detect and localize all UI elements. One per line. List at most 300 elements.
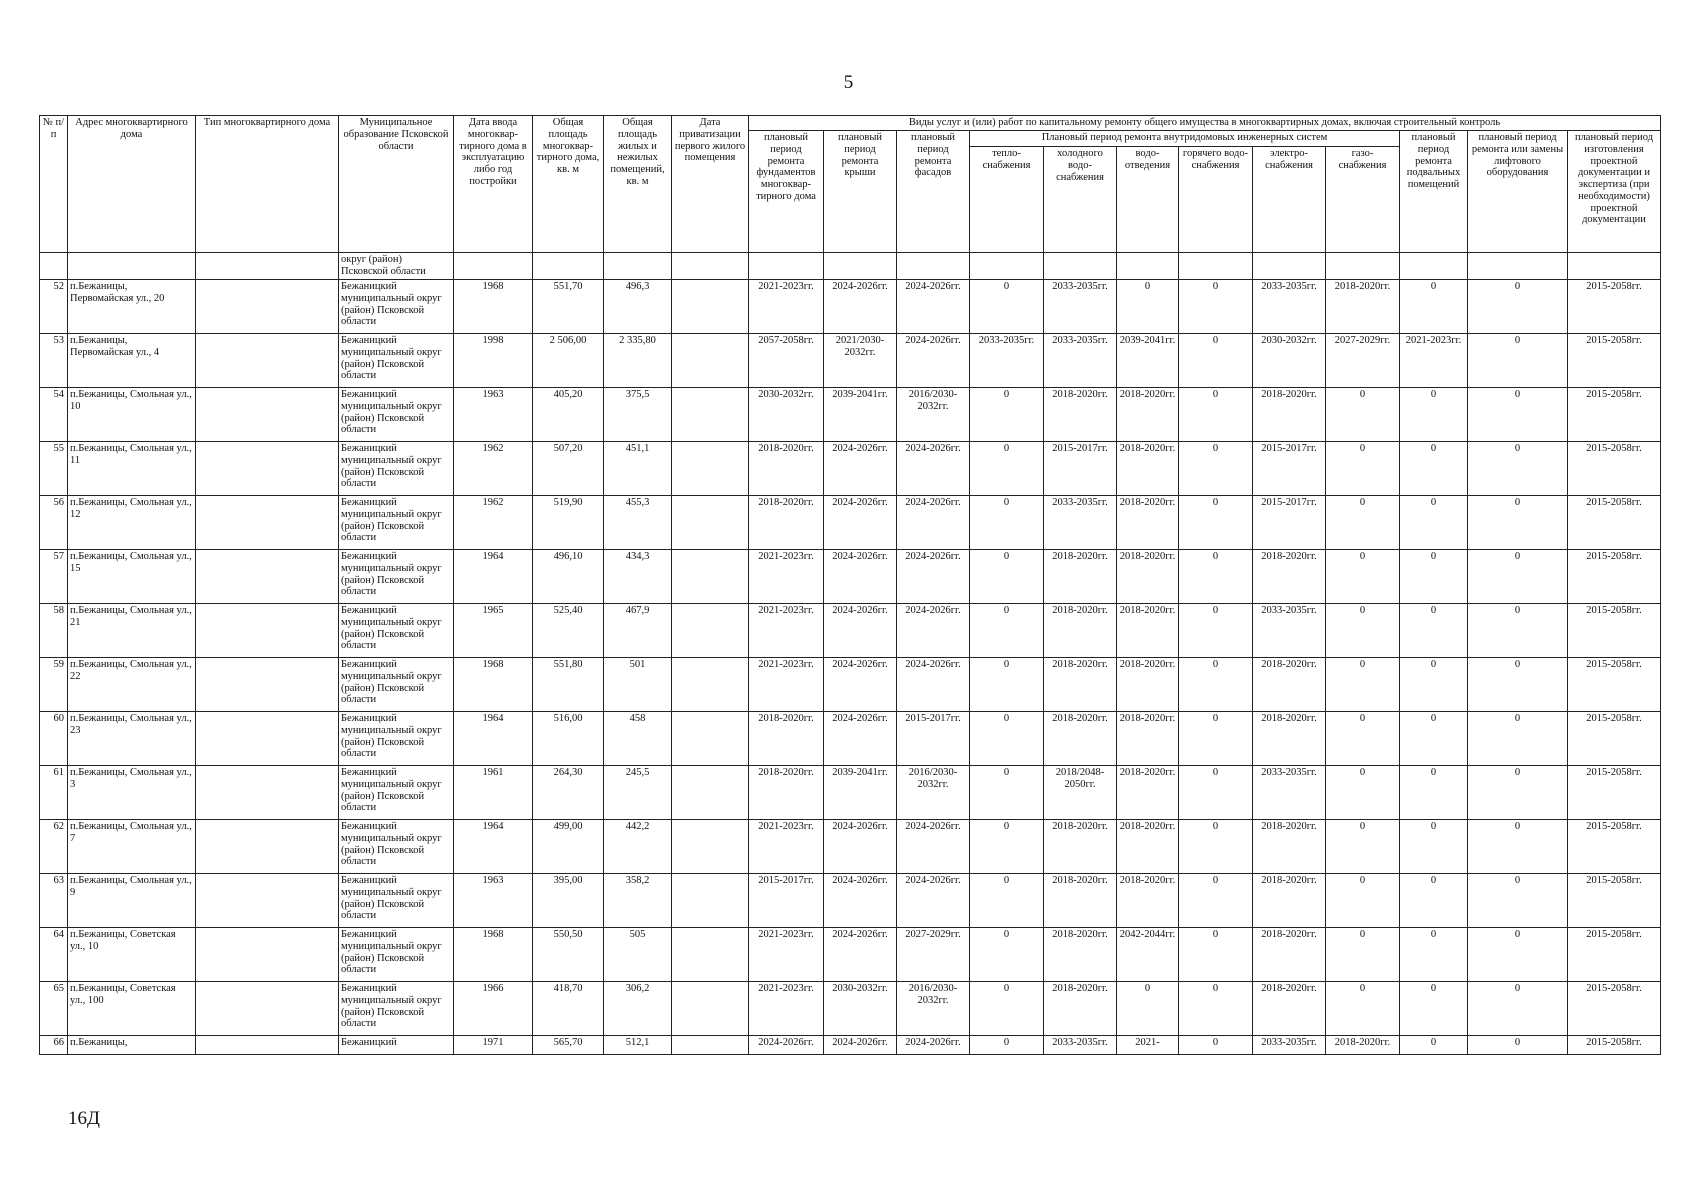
cell-roof: 2039-2041гг. xyxy=(824,766,897,820)
cell-sewerage: 2039-2041гг. xyxy=(1117,334,1179,388)
cell-privatization xyxy=(672,820,749,874)
cell-project-docs: 2015-2058гг. xyxy=(1568,928,1661,982)
cell-elevator: 0 xyxy=(1468,280,1568,334)
cell-cold-water: 2018-2020гг. xyxy=(1044,928,1117,982)
cell-facade: 2016/2030-2032гг. xyxy=(897,982,970,1036)
cell-num: 61 xyxy=(40,766,68,820)
cell-num: 54 xyxy=(40,388,68,442)
cell-privatization xyxy=(672,496,749,550)
cell-num: 63 xyxy=(40,874,68,928)
cell-hot-water: 0 xyxy=(1179,1036,1253,1055)
cell-sewerage: 2021- xyxy=(1117,1036,1179,1055)
cell-house-type xyxy=(196,712,339,766)
cell-gas: 2018-2020гг. xyxy=(1326,280,1400,334)
cell-roof: 2024-2026гг. xyxy=(824,550,897,604)
header-heating: тепло-снабжения xyxy=(970,147,1044,253)
cell-num: 52 xyxy=(40,280,68,334)
cell-electricity: 2018-2020гг. xyxy=(1253,658,1326,712)
cell-year: 1964 xyxy=(454,712,533,766)
table-row xyxy=(40,496,1661,550)
cell-gas: 0 xyxy=(1326,820,1400,874)
cell-sewerage: 2018-2020гг. xyxy=(1117,766,1179,820)
cell-year: 1965 xyxy=(454,604,533,658)
cell-cold-water: 2033-2035гг. xyxy=(1044,496,1117,550)
table-row xyxy=(40,550,1661,604)
cell-municipality: Бежаницкий муниципальный округ (район) Псковской области xyxy=(339,604,454,658)
cell-facade: 2024-2026гг. xyxy=(897,820,970,874)
cell-year: 1961 xyxy=(454,766,533,820)
cell-facade: 2024-2026гг. xyxy=(897,334,970,388)
cell-living: 375,5 xyxy=(604,388,672,442)
cell-total: 2 506,00 xyxy=(533,334,604,388)
cell-address: п.Бежаницы, Смольная ул., 15 xyxy=(68,550,196,604)
cell-foundation: 2057-2058гг. xyxy=(749,334,824,388)
cell-project-docs: 2015-2058гг. xyxy=(1568,874,1661,928)
cell-living: 358,2 xyxy=(604,874,672,928)
cell-project-docs: 2015-2058гг. xyxy=(1568,982,1661,1036)
cell-elevator: 0 xyxy=(1468,604,1568,658)
cell-year: 1966 xyxy=(454,982,533,1036)
cell-heating: 0 xyxy=(970,604,1044,658)
cell-elevator: 0 xyxy=(1468,928,1568,982)
capital-repair-table xyxy=(39,115,1661,1055)
cell-foundation: 2021-2023гг. xyxy=(749,928,824,982)
cell-total: 405,20 xyxy=(533,388,604,442)
cell-total: 551,70 xyxy=(533,280,604,334)
cell-gas: 0 xyxy=(1326,766,1400,820)
cell-roof: 2030-2032гг. xyxy=(824,982,897,1036)
cell-heating: 0 xyxy=(970,442,1044,496)
cell-basement: 0 xyxy=(1400,874,1468,928)
cell-municipality: Бежаницкий муниципальный округ (район) Псковской области xyxy=(339,334,454,388)
cell-address: п.Бежаницы, Смольная ул., 22 xyxy=(68,658,196,712)
cell-num: 55 xyxy=(40,442,68,496)
cell-living: 455,3 xyxy=(604,496,672,550)
cell-year: 1968 xyxy=(454,658,533,712)
cell-num: 56 xyxy=(40,496,68,550)
cell-address: п.Бежаницы, Смольная ул., 9 xyxy=(68,874,196,928)
cell-gas: 0 xyxy=(1326,442,1400,496)
cell-municipality: Бежаницкий муниципальный округ (район) Псковской области xyxy=(339,280,454,334)
cell-project-docs: 2015-2058гг. xyxy=(1568,388,1661,442)
cell-hot-water: 0 xyxy=(1179,712,1253,766)
cell-foundation: 2015-2017гг. xyxy=(749,874,824,928)
cell-address: п.Бежаницы, Первомайская ул., 20 xyxy=(68,280,196,334)
cell-electricity: 2033-2035гг. xyxy=(1253,604,1326,658)
cell-municipality: Бежаницкий муниципальный округ (район) Псковской области xyxy=(339,550,454,604)
cell-privatization xyxy=(672,712,749,766)
cell-elevator: 0 xyxy=(1468,550,1568,604)
header-works-group: Виды услуг и (или) работ по капитальному ремонту общего имущества в многоквартирных домах, включая строительный контроль xyxy=(749,116,1661,131)
cell-address: п.Бежаницы, Советская ул., 10 xyxy=(68,928,196,982)
cell-sewerage: 2018-2020гг. xyxy=(1117,442,1179,496)
cell-electricity: 2033-2035гг. xyxy=(1253,1036,1326,1055)
cell-gas: 0 xyxy=(1326,604,1400,658)
cell-heating: 0 xyxy=(970,280,1044,334)
header-municipality: Муниципальное образование Псковской области xyxy=(339,116,454,253)
cell-living: 467,9 xyxy=(604,604,672,658)
cell-num: 58 xyxy=(40,604,68,658)
cell-gas: 0 xyxy=(1326,388,1400,442)
cell-year: 1998 xyxy=(454,334,533,388)
cell-privatization xyxy=(672,928,749,982)
continued-row xyxy=(40,253,1661,280)
header-cold-water: холодного водо-снабжения xyxy=(1044,147,1117,253)
cell-electricity: 2030-2032гг. xyxy=(1253,334,1326,388)
cell-elevator: 0 xyxy=(1468,388,1568,442)
cell-heating: 0 xyxy=(970,766,1044,820)
cell-address: п.Бежаницы, Смольная ул., 23 xyxy=(68,712,196,766)
table-row xyxy=(40,766,1661,820)
header-engineering-group: Плановый период ремонта внутридомовых инженерных систем xyxy=(970,131,1400,147)
cell-electricity: 2015-2017гг. xyxy=(1253,496,1326,550)
cell-num: 66 xyxy=(40,1036,68,1055)
cell-hot-water: 0 xyxy=(1179,550,1253,604)
cell-sewerage: 2018-2020гг. xyxy=(1117,604,1179,658)
table-row xyxy=(40,928,1661,982)
cell-electricity: 2018-2020гг. xyxy=(1253,982,1326,1036)
cell-cold-water: 2018-2020гг. xyxy=(1044,982,1117,1036)
continued-municipality: округ (район) Псковской области xyxy=(339,253,454,280)
cell-project-docs: 2015-2058гг. xyxy=(1568,658,1661,712)
cell-heating: 0 xyxy=(970,982,1044,1036)
cell-house-type xyxy=(196,658,339,712)
cell-heating: 0 xyxy=(970,820,1044,874)
cell-sewerage: 0 xyxy=(1117,280,1179,334)
cell-year: 1971 xyxy=(454,1036,533,1055)
cell-foundation: 2021-2023гг. xyxy=(749,982,824,1036)
cell-sewerage: 2018-2020гг. xyxy=(1117,550,1179,604)
cell-living: 512,1 xyxy=(604,1036,672,1055)
cell-house-type xyxy=(196,550,339,604)
table-row xyxy=(40,388,1661,442)
cell-num: 57 xyxy=(40,550,68,604)
cell-privatization xyxy=(672,334,749,388)
header-house-type: Тип многоквартирного дома xyxy=(196,116,339,253)
cell-foundation: 2018-2020гг. xyxy=(749,766,824,820)
cell-address: п.Бежаницы, Смольная ул., 11 xyxy=(68,442,196,496)
cell-address: п.Бежаницы, Советская ул., 100 xyxy=(68,982,196,1036)
cell-foundation: 2024-2026гг. xyxy=(749,1036,824,1055)
cell-house-type xyxy=(196,280,339,334)
cell-roof: 2024-2026гг. xyxy=(824,1036,897,1055)
header-elevator: плановый период ремонта или замены лифтового оборудования xyxy=(1468,131,1568,253)
cell-facade: 2016/2030-2032гг. xyxy=(897,766,970,820)
cell-house-type xyxy=(196,766,339,820)
cell-hot-water: 0 xyxy=(1179,442,1253,496)
cell-total: 519,90 xyxy=(533,496,604,550)
cell-year: 1964 xyxy=(454,820,533,874)
cell-house-type xyxy=(196,874,339,928)
cell-municipality: Бежаницкий муниципальный округ (район) Псковской области xyxy=(339,928,454,982)
cell-address: п.Бежаницы, Смольная ул., 12 xyxy=(68,496,196,550)
cell-facade: 2024-2026гг. xyxy=(897,550,970,604)
cell-sewerage: 2018-2020гг. xyxy=(1117,820,1179,874)
cell-elevator: 0 xyxy=(1468,334,1568,388)
cell-address: п.Бежаницы, Смольная ул., 21 xyxy=(68,604,196,658)
cell-basement: 0 xyxy=(1400,1036,1468,1055)
cell-total: 565,70 xyxy=(533,1036,604,1055)
cell-address: п.Бежаницы, Смольная ул., 7 xyxy=(68,820,196,874)
cell-hot-water: 0 xyxy=(1179,658,1253,712)
cell-hot-water: 0 xyxy=(1179,820,1253,874)
cell-living: 2 335,80 xyxy=(604,334,672,388)
cell-facade: 2024-2026гг. xyxy=(897,604,970,658)
cell-gas: 0 xyxy=(1326,928,1400,982)
cell-sewerage: 0 xyxy=(1117,982,1179,1036)
header-privatization: Дата приватизации первого жилого помещения xyxy=(672,116,749,253)
cell-total: 264,30 xyxy=(533,766,604,820)
cell-electricity: 2018-2020гг. xyxy=(1253,874,1326,928)
table-row xyxy=(40,820,1661,874)
cell-address: п.Бежаницы, Смольная ул., 10 xyxy=(68,388,196,442)
cell-facade: 2024-2026гг. xyxy=(897,496,970,550)
page-number: 5 xyxy=(843,72,854,93)
cell-hot-water: 0 xyxy=(1179,766,1253,820)
cell-elevator: 0 xyxy=(1468,442,1568,496)
cell-roof: 2024-2026гг. xyxy=(824,496,897,550)
cell-house-type xyxy=(196,604,339,658)
cell-sewerage: 2018-2020гг. xyxy=(1117,874,1179,928)
cell-foundation: 2021-2023гг. xyxy=(749,280,824,334)
cell-sewerage: 2042-2044гг. xyxy=(1117,928,1179,982)
cell-cold-water: 2018-2020гг. xyxy=(1044,712,1117,766)
cell-electricity: 2033-2035гг. xyxy=(1253,280,1326,334)
cell-hot-water: 0 xyxy=(1179,388,1253,442)
cell-basement: 0 xyxy=(1400,820,1468,874)
header-electricity: электро-снабжения xyxy=(1253,147,1326,253)
cell-elevator: 0 xyxy=(1468,874,1568,928)
cell-year: 1962 xyxy=(454,496,533,550)
cell-municipality: Бежаницкий xyxy=(339,1036,454,1055)
header-foundation: плановый период ремонта фундаментов многоквар-тирного дома xyxy=(749,131,824,253)
cell-foundation: 2021-2023гг. xyxy=(749,658,824,712)
cell-house-type xyxy=(196,442,339,496)
cell-cold-water: 2018-2020гг. xyxy=(1044,550,1117,604)
cell-foundation: 2021-2023гг. xyxy=(749,604,824,658)
cell-living: 442,2 xyxy=(604,820,672,874)
cell-privatization xyxy=(672,550,749,604)
cell-heating: 0 xyxy=(970,388,1044,442)
cell-address: п.Бежаницы, Смольная ул., 3 xyxy=(68,766,196,820)
header-num: № п/п xyxy=(40,116,68,253)
cell-municipality: Бежаницкий муниципальный округ (район) Псковской области xyxy=(339,496,454,550)
header-total-area: Общая площадь многоквар-тирного дома, кв. м xyxy=(533,116,604,253)
cell-basement: 0 xyxy=(1400,928,1468,982)
cell-heating: 0 xyxy=(970,550,1044,604)
cell-roof: 2024-2026гг. xyxy=(824,604,897,658)
cell-gas: 0 xyxy=(1326,874,1400,928)
cell-heating: 2033-2035гг. xyxy=(970,334,1044,388)
cell-municipality: Бежаницкий муниципальный округ (район) Псковской области xyxy=(339,874,454,928)
cell-sewerage: 2018-2020гг. xyxy=(1117,658,1179,712)
cell-basement: 2021-2023гг. xyxy=(1400,334,1468,388)
cell-house-type xyxy=(196,928,339,982)
cell-sewerage: 2018-2020гг. xyxy=(1117,712,1179,766)
cell-basement: 0 xyxy=(1400,280,1468,334)
cell-cold-water: 2018-2020гг. xyxy=(1044,388,1117,442)
table-row xyxy=(40,712,1661,766)
cell-privatization xyxy=(672,982,749,1036)
cell-gas: 2027-2029гг. xyxy=(1326,334,1400,388)
cell-total: 525,40 xyxy=(533,604,604,658)
cell-project-docs: 2015-2058гг. xyxy=(1568,604,1661,658)
cell-hot-water: 0 xyxy=(1179,982,1253,1036)
cell-cold-water: 2018-2020гг. xyxy=(1044,820,1117,874)
cell-privatization xyxy=(672,604,749,658)
cell-num: 62 xyxy=(40,820,68,874)
cell-total: 507,20 xyxy=(533,442,604,496)
cell-total: 395,00 xyxy=(533,874,604,928)
cell-roof: 2024-2026гг. xyxy=(824,442,897,496)
cell-living: 245,5 xyxy=(604,766,672,820)
cell-cold-water: 2018-2020гг. xyxy=(1044,604,1117,658)
cell-hot-water: 0 xyxy=(1179,928,1253,982)
cell-project-docs: 2015-2058гг. xyxy=(1568,766,1661,820)
table-row xyxy=(40,604,1661,658)
cell-elevator: 0 xyxy=(1468,712,1568,766)
header-living-area: Общая площадь жилых и нежилых помещений, кв. м xyxy=(604,116,672,253)
cell-foundation: 2030-2032гг. xyxy=(749,388,824,442)
cell-num: 65 xyxy=(40,982,68,1036)
cell-total: 499,00 xyxy=(533,820,604,874)
table-row xyxy=(40,334,1661,388)
cell-address: п.Бежаницы, xyxy=(68,1036,196,1055)
cell-cold-water: 2018-2020гг. xyxy=(1044,874,1117,928)
cell-elevator: 0 xyxy=(1468,982,1568,1036)
table-body xyxy=(40,253,1661,1055)
cell-living: 505 xyxy=(604,928,672,982)
cell-living: 434,3 xyxy=(604,550,672,604)
cell-facade: 2024-2026гг. xyxy=(897,1036,970,1055)
table-row xyxy=(40,280,1661,334)
cell-sewerage: 2018-2020гг. xyxy=(1117,388,1179,442)
cell-elevator: 0 xyxy=(1468,766,1568,820)
cell-basement: 0 xyxy=(1400,388,1468,442)
cell-elevator: 0 xyxy=(1468,496,1568,550)
table-row xyxy=(40,1036,1661,1055)
cell-heating: 0 xyxy=(970,712,1044,766)
cell-hot-water: 0 xyxy=(1179,604,1253,658)
table-row xyxy=(40,874,1661,928)
cell-house-type xyxy=(196,820,339,874)
header-facade: плановый период ремонта фасадов xyxy=(897,131,970,253)
cell-hot-water: 0 xyxy=(1179,334,1253,388)
cell-municipality: Бежаницкий муниципальный округ (район) Псковской области xyxy=(339,982,454,1036)
header-commissioning: Дата ввода многоквар-тирного дома в эксплуатацию либо год постройки xyxy=(454,116,533,253)
cell-elevator: 0 xyxy=(1468,658,1568,712)
cell-basement: 0 xyxy=(1400,496,1468,550)
cell-basement: 0 xyxy=(1400,982,1468,1036)
cell-total: 551,80 xyxy=(533,658,604,712)
cell-total: 418,70 xyxy=(533,982,604,1036)
cell-project-docs: 2015-2058гг. xyxy=(1568,334,1661,388)
cell-electricity: 2033-2035гг. xyxy=(1253,766,1326,820)
cell-facade: 2027-2029гг. xyxy=(897,928,970,982)
cell-privatization xyxy=(672,1036,749,1055)
cell-cold-water: 2015-2017гг. xyxy=(1044,442,1117,496)
cell-municipality: Бежаницкий муниципальный округ (район) Псковской области xyxy=(339,766,454,820)
cell-electricity: 2018-2020гг. xyxy=(1253,550,1326,604)
cell-municipality: Бежаницкий муниципальный округ (район) Псковской области xyxy=(339,442,454,496)
cell-electricity: 2015-2017гг. xyxy=(1253,442,1326,496)
cell-living: 458 xyxy=(604,712,672,766)
cell-cold-water: 2033-2035гг. xyxy=(1044,280,1117,334)
header-roof: плановый период ремонта крыши xyxy=(824,131,897,253)
cell-roof: 2024-2026гг. xyxy=(824,820,897,874)
cell-living: 496,3 xyxy=(604,280,672,334)
cell-cold-water: 2033-2035гг. xyxy=(1044,1036,1117,1055)
cell-hot-water: 0 xyxy=(1179,496,1253,550)
cell-roof: 2024-2026гг. xyxy=(824,280,897,334)
cell-privatization xyxy=(672,658,749,712)
cell-year: 1964 xyxy=(454,550,533,604)
cell-foundation: 2018-2020гг. xyxy=(749,442,824,496)
header-address: Адрес многоквартирного дома xyxy=(68,116,196,253)
table-row xyxy=(40,982,1661,1036)
cell-basement: 0 xyxy=(1400,766,1468,820)
cell-facade: 2024-2026гг. xyxy=(897,658,970,712)
cell-privatization xyxy=(672,442,749,496)
cell-project-docs: 2015-2058гг. xyxy=(1568,550,1661,604)
cell-num: 53 xyxy=(40,334,68,388)
cell-municipality: Бежаницкий муниципальный округ (район) Псковской области xyxy=(339,712,454,766)
cell-municipality: Бежаницкий муниципальный округ (район) Псковской области xyxy=(339,820,454,874)
cell-foundation: 2018-2020гг. xyxy=(749,712,824,766)
cell-municipality: Бежаницкий муниципальный округ (район) Псковской области xyxy=(339,388,454,442)
cell-facade: 2024-2026гг. xyxy=(897,280,970,334)
cell-roof: 2021/2030-2032гг. xyxy=(824,334,897,388)
cell-sewerage: 2018-2020гг. xyxy=(1117,496,1179,550)
cell-foundation: 2018-2020гг. xyxy=(749,496,824,550)
header-gas: газо-снабжения xyxy=(1326,147,1400,253)
cell-basement: 0 xyxy=(1400,658,1468,712)
cell-privatization xyxy=(672,388,749,442)
cell-house-type xyxy=(196,1036,339,1055)
cell-gas: 0 xyxy=(1326,712,1400,766)
cell-facade: 2015-2017гг. xyxy=(897,712,970,766)
cell-year: 1968 xyxy=(454,928,533,982)
cell-basement: 0 xyxy=(1400,550,1468,604)
cell-heating: 0 xyxy=(970,874,1044,928)
cell-cold-water: 2033-2035гг. xyxy=(1044,334,1117,388)
cell-project-docs: 2015-2058гг. xyxy=(1568,442,1661,496)
cell-living: 451,1 xyxy=(604,442,672,496)
cell-hot-water: 0 xyxy=(1179,280,1253,334)
cell-electricity: 2018-2020гг. xyxy=(1253,712,1326,766)
cell-total: 496,10 xyxy=(533,550,604,604)
cell-heating: 0 xyxy=(970,658,1044,712)
cell-hot-water: 0 xyxy=(1179,874,1253,928)
cell-roof: 2024-2026гг. xyxy=(824,712,897,766)
cell-gas: 0 xyxy=(1326,496,1400,550)
cell-house-type xyxy=(196,982,339,1036)
cell-project-docs: 2015-2058гг. xyxy=(1568,712,1661,766)
cell-electricity: 2018-2020гг. xyxy=(1253,820,1326,874)
cell-total: 516,00 xyxy=(533,712,604,766)
cell-privatization xyxy=(672,766,749,820)
cell-num: 59 xyxy=(40,658,68,712)
cell-house-type xyxy=(196,496,339,550)
cell-heating: 0 xyxy=(970,928,1044,982)
cell-gas: 0 xyxy=(1326,982,1400,1036)
cell-living: 501 xyxy=(604,658,672,712)
cell-basement: 0 xyxy=(1400,712,1468,766)
cell-facade: 2024-2026гг. xyxy=(897,442,970,496)
cell-electricity: 2018-2020гг. xyxy=(1253,928,1326,982)
header-basement: плановый период ремонта подвальных помещений xyxy=(1400,131,1468,253)
cell-year: 1968 xyxy=(454,280,533,334)
